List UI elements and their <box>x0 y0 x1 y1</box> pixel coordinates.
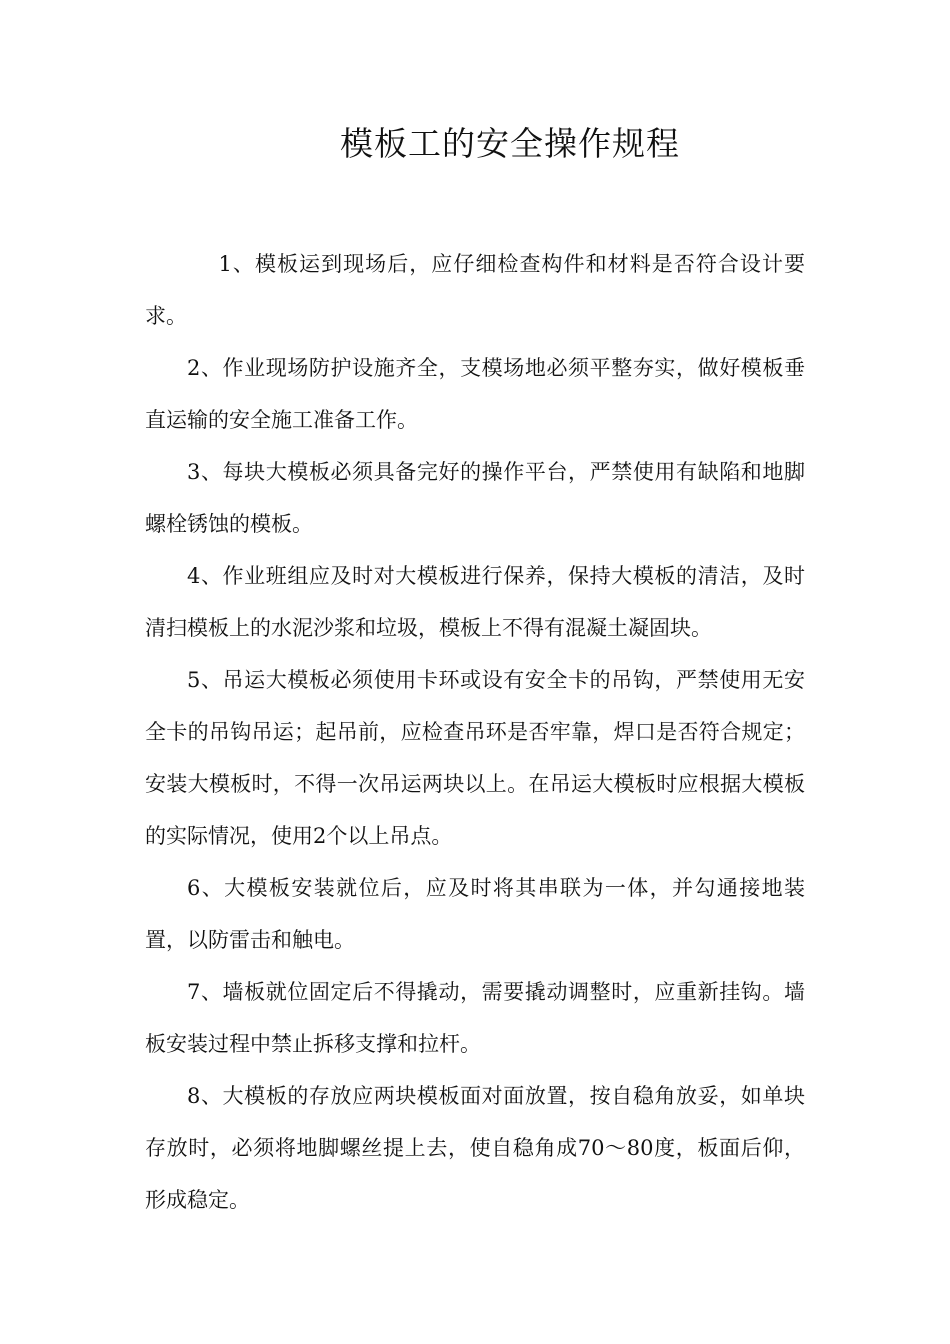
paragraph-2: 2、作业现场防护设施齐全，支模场地必须平整夯实，做好模板垂直运输的安全施工准备工作。 <box>145 356 805 432</box>
paragraph-7: 7、墙板就位固定后不得撬动，需要撬动调整时，应重新挂钩。墙板安装过程中禁止拆移支撑和拉杆。 <box>145 980 805 1056</box>
paragraph-3: 3、每块大模板必须具备完好的操作平台，严禁使用有缺陷和地脚螺栓锈蚀的模板。 <box>145 460 805 536</box>
paragraph-5: 5、吊运大模板必须使用卡环或设有安全卡的吊钩，严禁使用无安全卡的吊钩吊运；起吊前，应检查吊环是否牢靠，焊口是否符合规定；安装大模板时，不得一次吊运两块以上。在吊运大模板时应根据大模板的实际情况，使用2个以上吊点。 <box>145 668 805 848</box>
paragraph-1: 1、模板运到现场后，应仔细检查构件和材料是否符合设计要求。 <box>145 252 805 328</box>
paragraph-4: 4、作业班组应及时对大模板进行保养，保持大模板的清洁，及时清扫模板上的水泥沙浆和垃圾，模板上不得有混凝土凝固块。 <box>145 564 805 640</box>
paragraph-6: 6、大模板安装就位后，应及时将其串联为一体，并勾通接地装置，以防雷击和触电。 <box>145 876 805 952</box>
document-body <box>145 238 805 1226</box>
document-title: 模板工的安全操作规程 <box>340 124 680 163</box>
paragraph-8: 8、大模板的存放应两块模板面对面放置，按自稳角放妥，如单块存放时，必须将地脚螺丝提上去，使自稳角成70～80度，板面后仰，形成稳定。 <box>145 1084 805 1212</box>
